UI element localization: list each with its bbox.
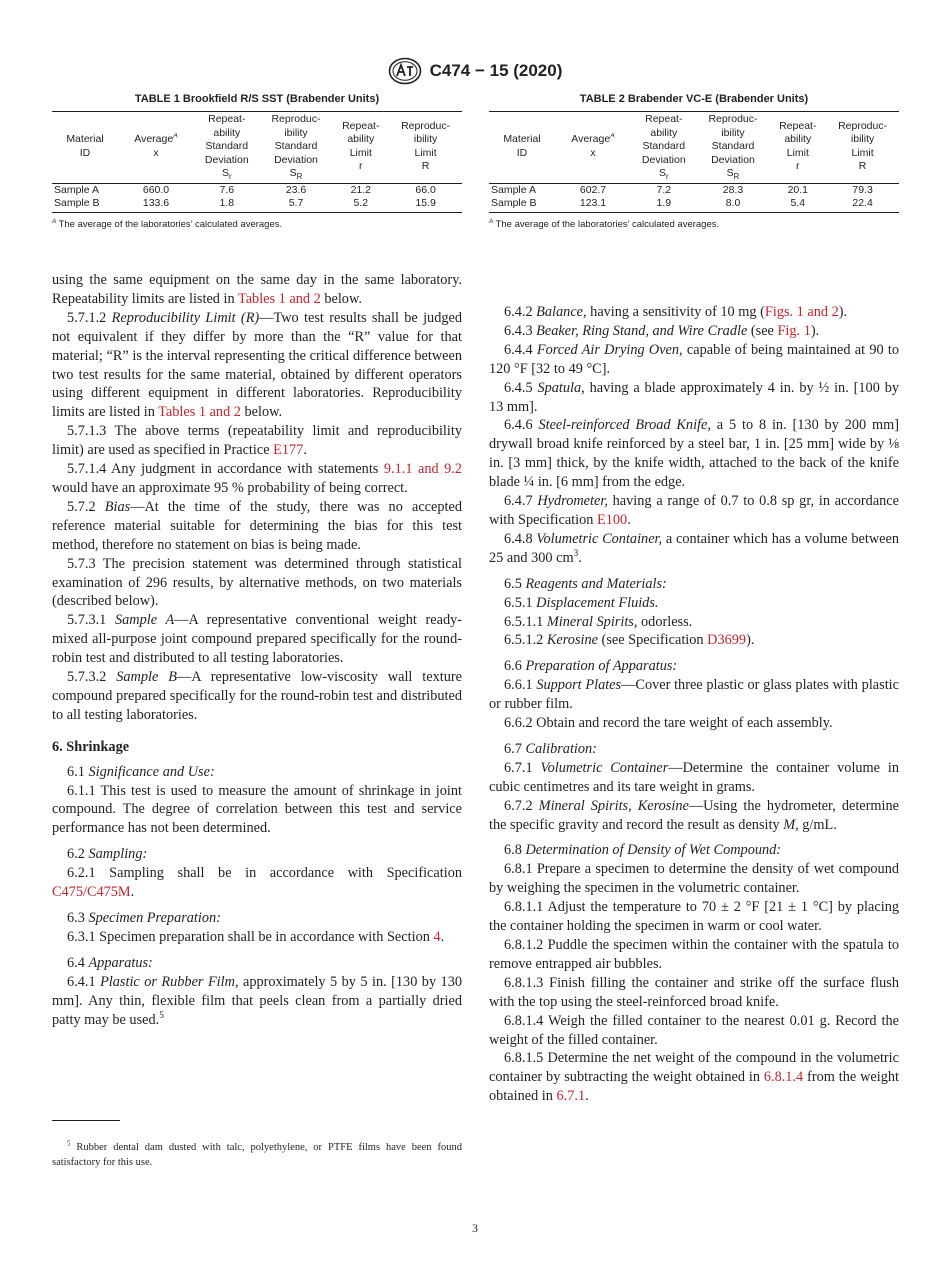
footnote-divider (52, 1120, 120, 1121)
left-column (52, 271, 462, 1029)
paragraph: 5.7.2 Bias—At the time of the study, there was no accepted reference material suitable for determining the bias for this test method, therefore no statement on bias is being made. (52, 498, 462, 553)
table-1-caption: TABLE 1 Brookfield R/S SST (Brabender Units) (134, 93, 380, 105)
paragraph: 6.1.1 This test is used to measure the amount of shrinkage in joint compound. The degree of correlation between this test and service performance has not been determined. (52, 782, 462, 837)
table-1-note: $^A$ The average of the laboratories’ calculated averages. (52, 217, 283, 230)
paragraph: 6.6.1 Support Plates—Cover three plastic or glass plates with plastic or rubber film. (489, 677, 900, 713)
footnote: $^5$ Rubber dental dam dusted with talc, polyethylene, or PTFE films have been found satisfactory for this use. (52, 1140, 462, 1168)
paragraph: 6.8.1.1 Adjust the temperature to 70 ± 2 °F [21 ± 1 °C] by placing the container holding the specimen in warm or cool water. (489, 899, 899, 935)
paragraph: 5.7.1.2 Reproducibility Limit (R)—Two test results shall be judged not equivalent if they differ by more than the “R” value for that material; “R” is the interval representing the critical difference between two test results for the same material, obtained by different operators using different equipment in different laboratories. Reproducibility limits are listed in Tables 1 and 2 below. (52, 309, 462, 421)
paragraph: 6.7.1 Volumetric Container—Determine the container volume in cubic centimetres and its tare weight in grams. (489, 759, 900, 795)
col-material: Material ID (52, 112, 118, 184)
paragraph: 6.2.1 Sampling shall be in accordance with Specification C475/C475M. (52, 865, 462, 901)
table-2 (489, 111, 899, 213)
paragraph: 6.6.2 Obtain and record the tare weight of each assembly. (504, 715, 833, 732)
table-header-row (52, 112, 462, 184)
col-average: Average$^A$ x (118, 112, 194, 184)
table-1 (52, 111, 462, 213)
paragraph: 6.3.1 Specimen preparation shall be in accordance with Section 4. (67, 928, 445, 945)
paragraph: 6.8.1 Prepare a specimen to determine the density of wet compound by weighing the specimen in the volumetric container. (489, 861, 899, 897)
paragraph: 6.5 Reagents and Materials: (504, 575, 667, 592)
e177-link[interactable]: E177 (273, 442, 304, 459)
paragraph: 6.4.6 Steel-reinforced Broad Knife, a 5 to 8 in. [130 by 200 mm] drywall broad knife reinforced by a steel bar, 1 in. [25 mm] wide by ⅛ in. [3 mm] thick, by the knife width, attached to the back of the knife blade ¼ in. [6 mm] from the edge. (489, 417, 900, 491)
paragraph: 6.4.4 Forced Air Drying Oven, capable of being maintained at 90 to 120 °F [32 to 49 °C]. (489, 341, 900, 377)
paragraph: 6.4.3 Beaker, Ring Stand, and Wire Cradle (see Fig. 1). (504, 322, 820, 339)
paragraph: 6.8 Determination of Density of Wet Compound: (504, 842, 782, 859)
col-reprod-sd: Reproduc- ibility Standard Deviation $S_R$ (260, 112, 333, 184)
paragraph: 6.6 Preparation of Apparatus: (504, 658, 678, 675)
tables-link[interactable]: Tables 1 and 2 (158, 404, 241, 421)
table-row: Sample B 123.1 1.9 8.0 5.4 22.4 (489, 197, 899, 213)
page-header (0, 57, 950, 90)
paragraph: 5.7.3.1 Sample A—A representative conventional weight ready-mixed all-purpose joint compound prepared specifically for the round-robin test and distributed to all testing laboratories. (52, 612, 463, 667)
paragraph: 6.7.2 Mineral Spirits, Kerosine—Using the hydrometer, determine the specific gravity and record the result as density M, g/mL. (489, 797, 899, 833)
paragraph: 6.3 Specimen Preparation: (67, 910, 221, 926)
paragraph: 6.5.1.1 Mineral Spirits, odorless. (504, 613, 693, 630)
paragraph: 6.4.5 Spatula, having a blade approximately 4 in. by ½ in. [100 by 13 mm]. (489, 379, 899, 415)
table-2-note: $^A$ The average of the laboratories’ calculated averages. (489, 217, 720, 230)
paragraph: 6.4.7 Hydrometer, having a range of 0.7 to 0.8 sp gr, in accordance with Specification E100. (489, 493, 900, 528)
section-6814-link[interactable]: 6.8.1.4 (763, 1069, 804, 1086)
paragraph: 6.8.1.3 Finish filling the container and strike off the surface flush with the top using the steel-reinforced broad knife. (489, 974, 899, 1010)
table-1-block (52, 93, 462, 230)
tables-link[interactable]: Tables 1 and 2 (237, 290, 321, 307)
col-repeat-limit: Repeat- ability Limit r (332, 112, 389, 184)
designation-title: C474 − 15 (2020) (429, 61, 563, 80)
paragraph: 6.8.1.4 Weigh the filled container to the nearest 0.01 g. Record the weight of the filled container. (489, 1012, 899, 1048)
table-header-row (489, 112, 899, 184)
section-heading: 6. Shrinkage (52, 738, 130, 755)
paragraph: 6.4.1 Plastic or Rubber Film, approximately 5 by 5 in. [130 by 130 mm]. Any thin, flexible film that peels clean from a partially dried patty may be used.$^5$ (52, 973, 463, 1028)
paragraph: 5.7.3.2 Sample B—A representative low-viscosity wall texture compound prepared specifically for the round-robin test and distributed to all testing laboratories. (52, 669, 463, 723)
paragraph: 6.7 Calibration: (504, 740, 597, 757)
col-repeat-sd: Repeat- ability Standard Deviation $S_r$ (194, 112, 260, 184)
table-row: Sample A 660.0 7.6 23.6 21.2 66.0 (54, 183, 436, 196)
section-4-link[interactable]: 4 (433, 928, 441, 945)
col-average: Average$^A$ x (555, 112, 631, 184)
section-link[interactable]: 9.1.1 and 9.2 (383, 461, 462, 478)
paragraph: 5.7.1.3 The above terms (repeatability limit and reproducibility limit) are used as specified in Practice E177. (52, 423, 462, 459)
table-row: Sample A 602.7 7.2 28.3 20.1 79.3 (491, 183, 873, 196)
e100-link[interactable]: E100 (597, 511, 628, 528)
col-reprod-sd: Reproduc- ibility Standard Deviation $S_R$ (697, 112, 770, 184)
col-material: Material ID (489, 112, 555, 184)
paragraph: 6.4 Apparatus: (67, 954, 153, 971)
col-repeat-sd: Repeat- ability Standard Deviation $S_r$ (631, 112, 697, 184)
paragraph: 6.2 Sampling: (67, 846, 148, 863)
paragraph: 6.5.1.2 Kerosine (see Specification D3699). (504, 632, 755, 649)
paragraph: 6.4.8 Volumetric Container, a container which has a volume between 25 and 300 $cm^3$. (489, 530, 899, 566)
figs-link[interactable]: Figs. 1 and 2 (764, 304, 839, 320)
paragraph: 5.7.3 The precision statement was determined through statistical examination of 296 results, by alternative methods, on two materials (described below). (52, 555, 462, 610)
fig-1-link[interactable]: Fig. 1 (777, 322, 811, 339)
astm-logo-icon (388, 57, 422, 85)
right-column (489, 303, 899, 1106)
paragraph: 6.5.1 Displacement Fluids. (504, 594, 659, 611)
table-row: Sample B 133.6 1.8 5.7 5.2 15.9 (52, 197, 462, 213)
table-2-caption: TABLE 2 Brabender VC-E (Brabender Units) (579, 93, 809, 105)
d3699-link[interactable]: D3699 (707, 632, 747, 649)
page-number: 3 (472, 1221, 478, 1235)
table-2-block (489, 93, 899, 230)
section-671-link[interactable]: 6.7.1 (556, 1088, 586, 1105)
col-reprod-limit: Reproduc- ibility Limit R (826, 112, 899, 184)
paragraph: 6.8.1.2 Puddle the specimen within the container with the spatula to remove entrapped air bubbles. (489, 937, 899, 972)
paragraph: 6.4.2 Balance, having a sensitivity of 10 mg (Figs. 1 and 2). (504, 304, 848, 320)
col-reprod-limit: Reproduc- ibility Limit R (389, 112, 462, 184)
paragraph: 6.1 Significance and Use: (67, 763, 215, 780)
col-repeat-limit: Repeat- ability Limit r (769, 112, 826, 184)
paragraph: 5.7.1.4 Any judgment in accordance with statements 9.1.1 and 9.2 would have an approximate 95 % probability of being correct. (52, 461, 462, 496)
c475-link[interactable]: C475/C475M (52, 884, 131, 901)
footnote-ref: 5 (159, 1010, 164, 1021)
paragraph: 6.8.1.5 Determine the net weight of the compound in the volumetric container by subtracting the weight obtained in 6.8.1.4 from the weight obtained in 6.7.1. (489, 1050, 899, 1105)
paragraph: using the same equipment on the same day in the same laboratory. Repeatability limits are listed in Tables 1 and 2 below. (52, 272, 462, 307)
